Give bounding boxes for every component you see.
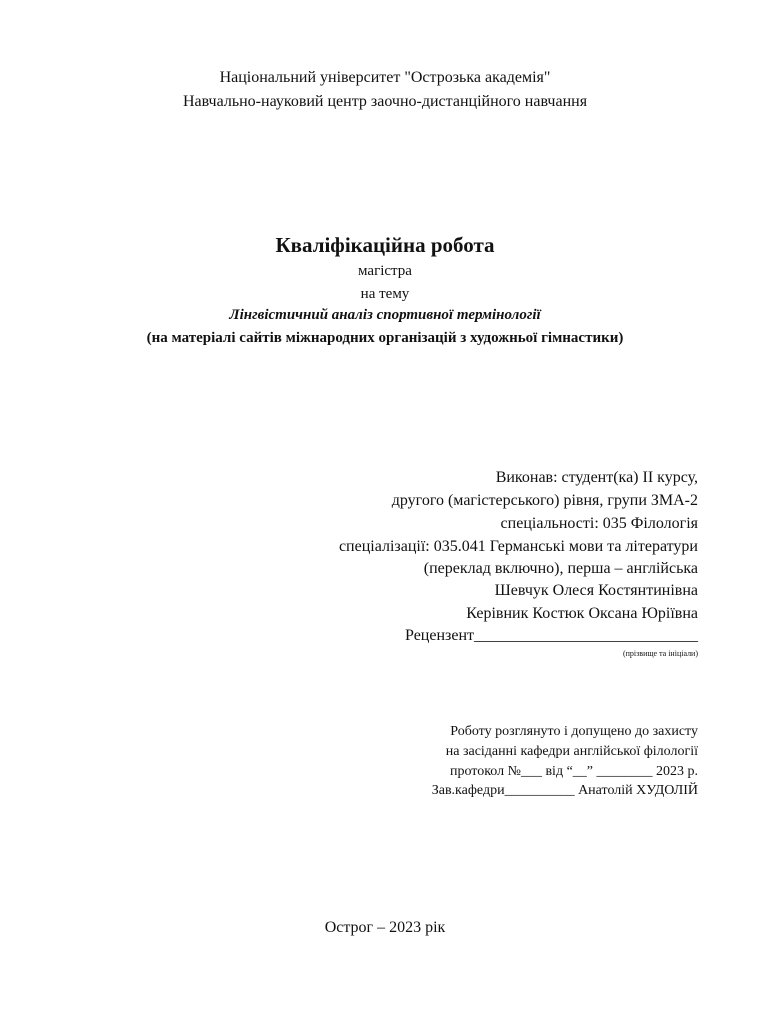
on-topic-label: на тему: [360, 286, 410, 302]
degree-label: магістра: [358, 263, 412, 279]
supervisor-line: Керівник Костюк Оксана Юріївна: [466, 605, 698, 622]
topic-line-2: (на матеріалі сайтів міжнародних організацій з художньої гімнастики): [146, 330, 624, 346]
approval-line-4: Зав.кафедри__________ Анатолій ХУДОЛІЙ: [431, 783, 698, 798]
author-line-5: (переклад включно), перша – англійська: [423, 560, 698, 577]
author-line-3: спеціальності: 035 Філологія: [500, 515, 698, 532]
topic-line-1: Лінгвістичний аналіз спортивної термінології: [229, 307, 541, 323]
author-line-1: Виконав: студент(ка) ІІ курсу,: [495, 469, 698, 486]
approval-line-3: протокол №___ від “__” ________ 2023 р.: [449, 764, 698, 779]
author-name: Шевчук Олеся Костянтинівна: [494, 582, 698, 599]
place-year: Острог – 2023 рік: [324, 919, 446, 936]
center-name: Навчально-науковий центр заочно-дистанційного навчання: [182, 93, 588, 110]
author-line-2: другого (магістерського) рівня, групи ЗМА-2: [391, 492, 698, 509]
author-line-4: спеціалізації: 035.041 Германські мови та літератури: [338, 538, 698, 555]
approval-line-2: на засіданні кафедри англійської філології: [445, 744, 698, 759]
approval-line-1: Роботу розглянуто і допущено до захисту: [450, 724, 698, 739]
document-title: Кваліфікаційна робота: [275, 233, 495, 257]
reviewer-caption: (прізвище та ініціали): [622, 649, 698, 658]
university-name: Національний університет "Острозька академія": [219, 69, 551, 86]
reviewer-line: Рецензент____________________________: [405, 627, 698, 644]
